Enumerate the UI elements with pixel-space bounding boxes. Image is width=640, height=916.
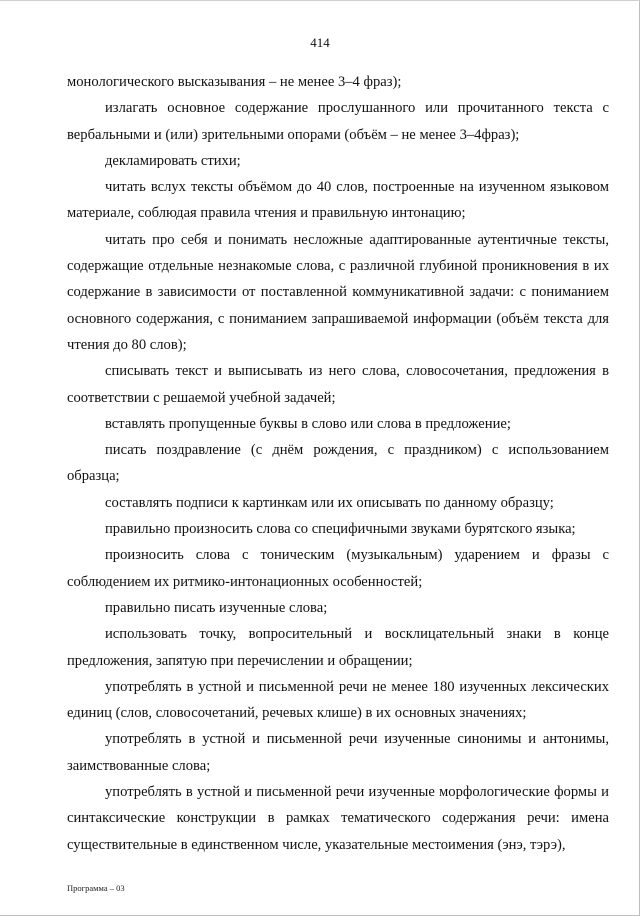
paragraph: составлять подписи к картинкам или их описывать по данному образцу; [105, 494, 554, 511]
footer-program-label: Программа – 03 [67, 883, 125, 893]
page-number: 414 [310, 35, 330, 50]
paragraph: излагать основное содержание прослушанного или прочитанного текста с вербальными и (или) зрительными опорами (объём – не менее 3–4фраз); [67, 100, 609, 143]
paragraph: произносить слова с тоническим (музыкальным) ударением и фразы с соблюдением их ритмико-интонационных особенностей; [67, 547, 609, 590]
paragraph: вставлять пропущенные буквы в слово или слова в предложение; [105, 415, 511, 432]
paragraph: читать вслух тексты объёмом до 40 слов, построенные на изученном языковом материале, соблюдая правила чтения и правильную интонацию; [67, 179, 609, 222]
body-text [67, 69, 609, 858]
paragraph: декламировать стихи; [105, 152, 241, 169]
paragraph: читать про себя и понимать несложные адаптированные аутентичные тексты, содержащие отдельные незнакомые слова, с различной глубиной проникновения в их содержание в зависимости от поставленной коммуникативной задачи: с пониманием основного содержания, с пониманием запрашиваемой информации (объём текста для чтения до 80 слов); [67, 231, 609, 353]
paragraph: употреблять в устной и письменной речи изученные морфологические формы и синтаксические конструкции в рамках тематического содержания речи: имена существительные в единственном числе, указательные местоимения (энэ, тэрэ), [67, 784, 609, 853]
paragraph: правильно произносить слова со специфичными звуками бурятского языка; [105, 521, 576, 538]
paragraph: списывать текст и выписывать из него слова, словосочетания, предложения в соответствии с решаемой учебной задачей; [67, 363, 609, 406]
paragraph: использовать точку, вопросительный и восклицательный знаки в конце предложения, запятую при перечислении и обращении; [67, 626, 609, 669]
paragraph: монологического высказывания – не менее 3–4 фраз); [67, 74, 402, 90]
paragraph: употреблять в устной и письменной речи изученные синонимы и антонимы, заимствованные слова; [67, 731, 609, 774]
paragraph: писать поздравление (с днём рождения, с праздником) с использованием образца; [67, 442, 609, 485]
paragraph: правильно писать изученные слова; [105, 599, 328, 616]
paragraph: употреблять в устной и письменной речи не менее 180 изученных лексических единиц (слов, словосочетаний, речевых клише) в их основных значениях; [67, 678, 609, 722]
